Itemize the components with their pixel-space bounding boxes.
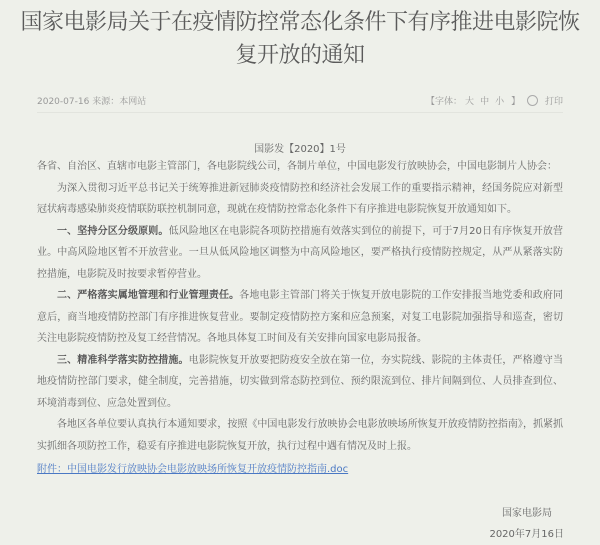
font-size-large[interactable]: 大	[465, 97, 475, 107]
publish-info	[37, 94, 146, 107]
publish-date: 2020-07-16	[37, 97, 90, 107]
article-meta	[37, 92, 563, 110]
article-tools	[418, 94, 563, 107]
article-body	[37, 156, 563, 457]
source-value: 本网站	[119, 97, 147, 107]
font-size-medium[interactable]: 中	[480, 97, 490, 107]
print-button[interactable]	[523, 97, 563, 107]
source-label: 来源：	[92, 97, 120, 107]
font-size-control	[422, 97, 523, 107]
section-heading: 二、严格落实属地管理和行业管理责任。	[57, 290, 240, 301]
intro-paragraph: 为深入贯彻习近平总书记关于统筹推进新冠肺炎疫情防控和经济社会发展工作的重要指示精神，经国务院应对新型冠状病毒感染肺炎疫情联防联控机制同意，现就在疫情防控常态化条件下有序推进电影院恢复开放通知如下。	[37, 182, 563, 215]
document-number: 国影发【2020】1号	[254, 144, 346, 155]
section-1	[37, 221, 563, 286]
section-2	[37, 285, 563, 350]
section-3	[37, 350, 563, 415]
section-heading: 一、坚持分区分级原则。	[57, 225, 169, 237]
print-label: 打印	[544, 97, 563, 107]
print-icon	[527, 95, 538, 106]
font-label-close: 】	[511, 97, 521, 107]
section-text: 低风险地区在电影院各项防控措施有效落实到位的前提下，可于7月20日有序恢复开放营业。中高风险地区暂不开放营业。一旦从低风险地区调整为中高风险地区，要严格执行疫情防控规定，从严从紧落实防控措施，电影院及时按要求暂停营业。	[37, 225, 564, 280]
section-text: 电影院恢复开放要把防疫安全放在第一位，夯实院线、影院的主体责任，严格遵守当地疫情防控部门要求，健全制度，完善措施，切实做到常态防控到位、预约限流到位、排片间隔到位、人员排查到位、环境消毒到位、应急处置到位。	[37, 354, 564, 409]
font-size-small[interactable]: 小	[495, 97, 505, 107]
closing-paragraph: 各地区各单位要认真执行本通知要求，按照《中国电影发行放映协会电影放映场所恢复开放疫情防控指南》，抓紧抓实抓细各项防控工作，稳妥有序推进电影院恢复开放，执行过程中遇有情况及时上报。	[37, 419, 563, 452]
signature-date: 2020年7月16日	[489, 529, 564, 540]
font-label: 【字体：	[426, 97, 463, 107]
section-heading: 三、精准科学落实防控措施。	[57, 354, 189, 366]
signature-org: 国家电影局	[502, 508, 552, 519]
attachment-link[interactable]: 附件：中国电影发行放映协会电影放映场所恢复开放疫情防控指南.doc	[37, 464, 349, 475]
article-title: 国家电影局关于在疫情防控常态化条件下有序推进电影院恢复开放的通知	[20, 10, 580, 68]
section-text: 各地电影主管部门将关于恢复开放电影院的工作安排报当地党委和政府同意后，商当地疫情防控部门有序推进恢复营业。要制定疫情防控方案和应急预案，对复工电影院加强指导和巡查，密切关注电影院疫情防控及复工经营情况。各地具体复工时间及有关安排向国家电影局报备。	[37, 290, 564, 344]
salutation: 各省、自治区、直辖市电影主管部门，各电影院线公司，各制片单位，中国电影发行放映协会，中国电影制片人协会：	[37, 161, 557, 172]
meta-divider	[37, 112, 563, 113]
